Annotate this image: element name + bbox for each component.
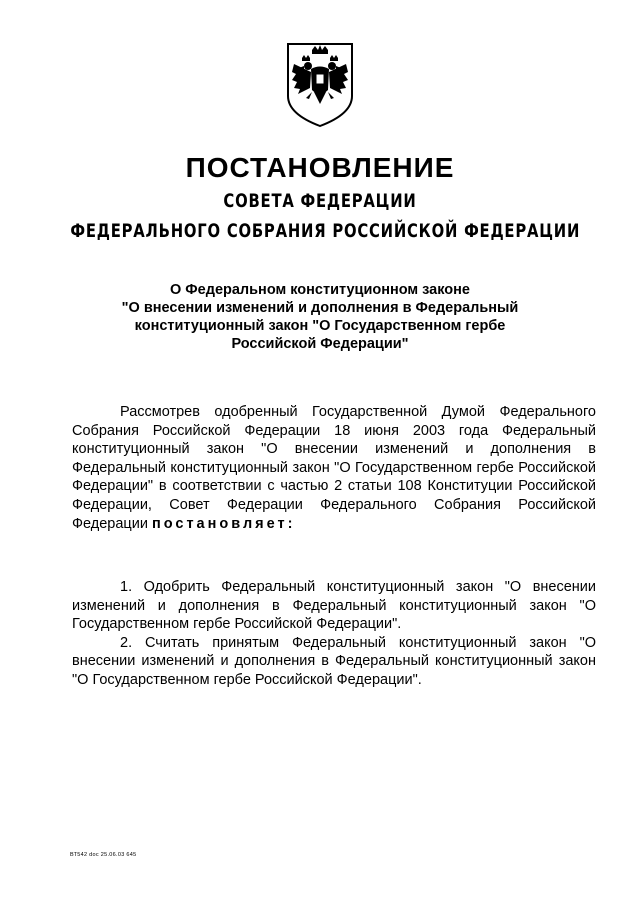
document-subject [90,281,550,353]
footer-document-code: ВТ542 doc 25.06.03 645 [70,852,137,858]
resolution-item-2: 2. Считать принятым Федеральный конституционный закон "О внесении изменений и дополнения в Федеральный конституционный закон "О Государственном гербе Российской Федерации". [72,634,596,688]
document-type-title: ПОСТАНОВЛЕНИЕ [185,152,455,183]
double-headed-eagle-icon [284,40,356,128]
resolves-word: постановляет: [151,515,296,532]
preamble-body: Рассмотрев одобренный Государственной Думой Федерального Собрания Российской Федерации 18 июня 2003 года Федеральный конституционный закон "О внесении изменений и дополнения в Федеральный конституционный закон "О Государственном гербе Российской Федерации" в соответствии с частью 2 статьи 108 Конституции Российской Федерации, Совет Федерации Федерального Собрания Российской Федерации [72,404,596,532]
document-heading [0,152,640,242]
subject-line-1: О Федеральном конституционном законе [170,282,470,298]
coat-of-arms-emblem [284,40,356,128]
issuer-line-1: СОВЕТА ФЕДЕРАЦИИ [223,190,417,212]
preamble-text [72,403,596,533]
preamble-paragraph [72,403,596,533]
resolution-items [72,578,596,690]
subject-line-3: конституционный закон "О Государственном гербе [134,318,506,334]
resolution-item-1: 1. Одобрить Федеральный конституционный закон "О внесении изменений и дополнения в Федеральный конституционный закон "О Государственном гербе Российской Федерации". [72,579,596,633]
issuer-line-2: ФЕДЕРАЛЬНОГО СОБРАНИЯ РОССИЙСКОЙ ФЕДЕРАЦИИ [70,220,581,242]
subject-line-4: Российской Федерации" [231,336,409,352]
subject-line-2: "О внесении изменений и дополнения в Федеральный [121,300,519,316]
